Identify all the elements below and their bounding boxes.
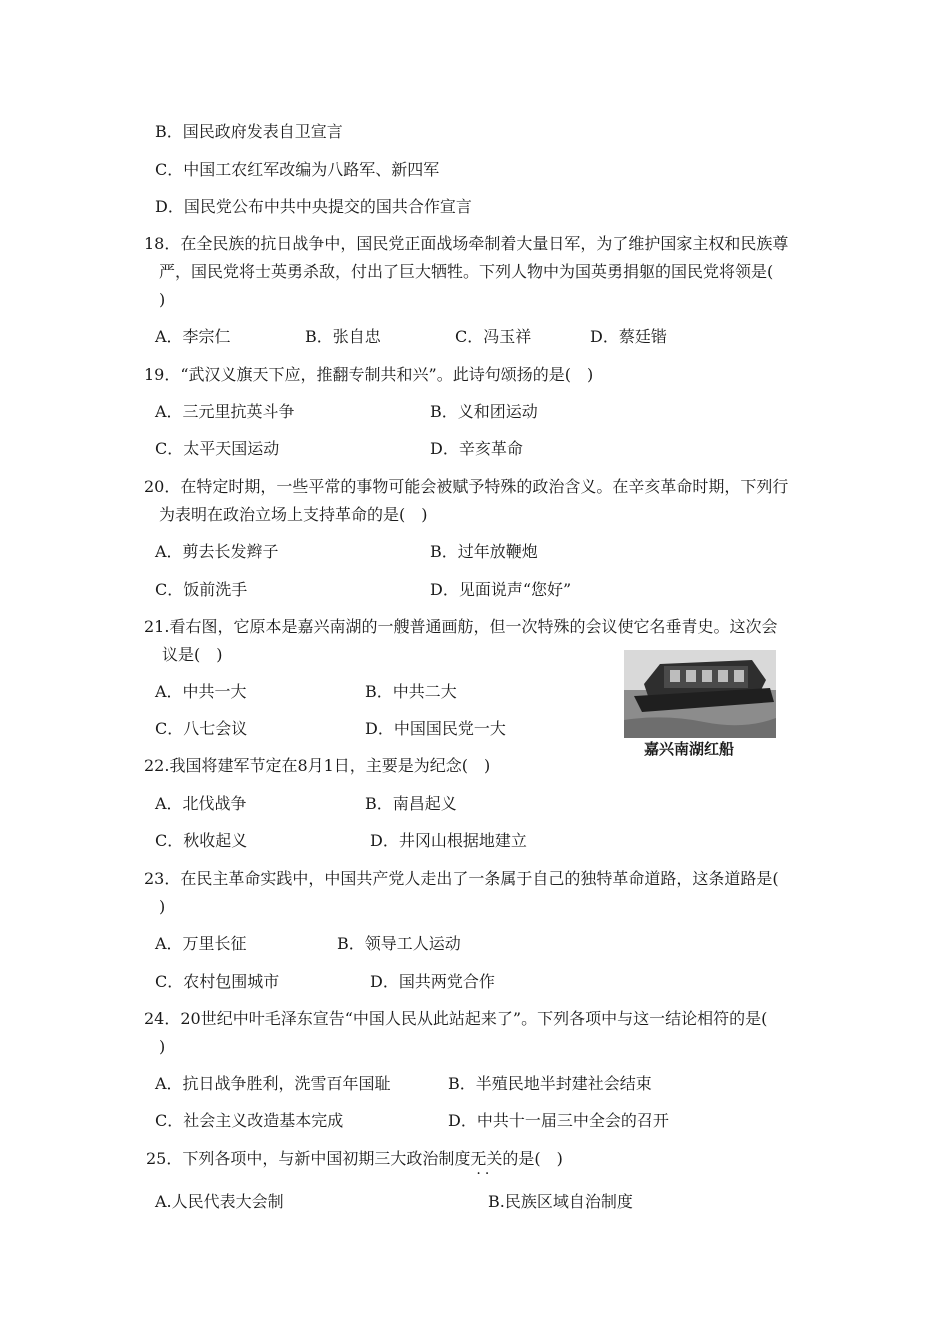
q17-option-c: C．中国工农红军改编为八路军、新四军 <box>155 160 440 179</box>
q18-option-d: D．蔡廷锴 <box>590 327 667 346</box>
q24-option-c: C．社会主义改造基本完成 <box>155 1111 344 1130</box>
q21-stem-line2: 议是( ) <box>162 645 223 664</box>
q19-stem: 19．“武汉义旗天下应，推翻专制共和兴”。此诗句颂扬的是( ) <box>144 365 594 384</box>
q25-option-a: A.人民代表大会制 <box>155 1192 284 1211</box>
q25-stem-pre: 25．下列各项中，与新中国初期三大政治制度 <box>146 1149 471 1168</box>
q20-stem-line2: 为表明在政治立场上支持革命的是( ) <box>159 505 428 524</box>
q17-option-d: D．国民党公布中共中央提交的国共合作宣言 <box>155 197 472 216</box>
q19-option-c: C．太平天国运动 <box>155 439 280 458</box>
red-boat-photo <box>624 650 776 738</box>
q25-option-b: B.民族区域自治制度 <box>488 1192 633 1211</box>
q21-option-a: A．中共一大 <box>155 682 247 701</box>
q18-stem-line1: 18．在全民族的抗日战争中，国民党正面战场牵制着大量日军，为了维护国家主权和民族尊 <box>144 234 789 253</box>
q20-option-a: A．剪去长发辫子 <box>155 542 279 561</box>
q22-option-b: B．南昌起义 <box>365 794 457 813</box>
q22-stem: 22.我国将建军节定在8月1日，主要是为纪念( ) <box>144 756 491 775</box>
q25-stem-emphasis: 无关 ·· <box>470 1149 502 1168</box>
q21-option-b: B．中共二大 <box>365 682 457 701</box>
q21-option-c: C．八七会议 <box>155 719 248 738</box>
q23-option-d: D．国共两党合作 <box>370 972 495 991</box>
red-boat-icon <box>624 650 776 738</box>
q22-option-c: C．秋收起义 <box>155 831 248 850</box>
q19-option-b: B．义和团运动 <box>430 402 538 421</box>
q22-option-d: D．井冈山根据地建立 <box>370 831 527 850</box>
q23-option-a: A．万里长征 <box>155 934 247 953</box>
q18-stem-line2: 严，国民党将士英勇杀敌，付出了巨大牺牲。下列人物中为国英勇捐躯的国民党将领是( <box>159 262 774 281</box>
q23-stem-line1: 23．在民主革命实践中，中国共产党人走出了一条属于自己的独特革命道路，这条道路是( <box>144 869 779 888</box>
q21-option-d: D．中国国民党一大 <box>365 719 506 738</box>
q20-option-b: B．过年放鞭炮 <box>430 542 538 561</box>
q24-stem-line2: ) <box>159 1037 166 1056</box>
q24-stem-line1: 24．20世纪中叶毛泽东宣告“中国人民从此站起来了”。下列各项中与这一结论相符的是( <box>144 1009 768 1028</box>
q18-stem-line3: ) <box>159 290 166 309</box>
q25-stem-post: 的是( ) <box>502 1149 563 1168</box>
q24-option-b: B．半殖民地半封建社会结束 <box>448 1074 652 1093</box>
q23-stem-line2: ) <box>159 897 166 916</box>
q20-option-c: C．饭前洗手 <box>155 580 248 599</box>
q19-option-a: A．三元里抗英斗争 <box>155 402 295 421</box>
q24-option-a: A．抗日战争胜利，洗雪百年国耻 <box>155 1074 391 1093</box>
q25-stem <box>146 1148 563 1170</box>
q22-option-a: A．北伐战争 <box>155 794 247 813</box>
q23-option-b: B．领导工人运动 <box>337 934 461 953</box>
q21-stem-line1: 21.看右图，它原本是嘉兴南湖的一艘普通画舫，但一次特殊的会议使它名垂青史。这次会 <box>144 617 778 636</box>
q18-option-b: B．张自忠 <box>305 327 381 346</box>
q19-option-d: D．辛亥革命 <box>430 439 523 458</box>
q18-option-a: A．李宗仁 <box>155 327 231 346</box>
photo-caption: 嘉兴南湖红船 <box>644 740 735 758</box>
q18-option-c: C．冯玉祥 <box>455 327 532 346</box>
q24-option-d: D．中共十一届三中全会的召开 <box>448 1111 669 1130</box>
q17-option-b: B．国民政府发表自卫宣言 <box>155 122 343 141</box>
q20-option-d: D．见面说声“您好” <box>430 580 572 599</box>
q20-stem-line1: 20．在特定时期，一些平常的事物可能会被赋予特殊的政治含义。在辛亥革命时期，下列行 <box>144 477 789 496</box>
q23-option-c: C．农村包围城市 <box>155 972 280 991</box>
